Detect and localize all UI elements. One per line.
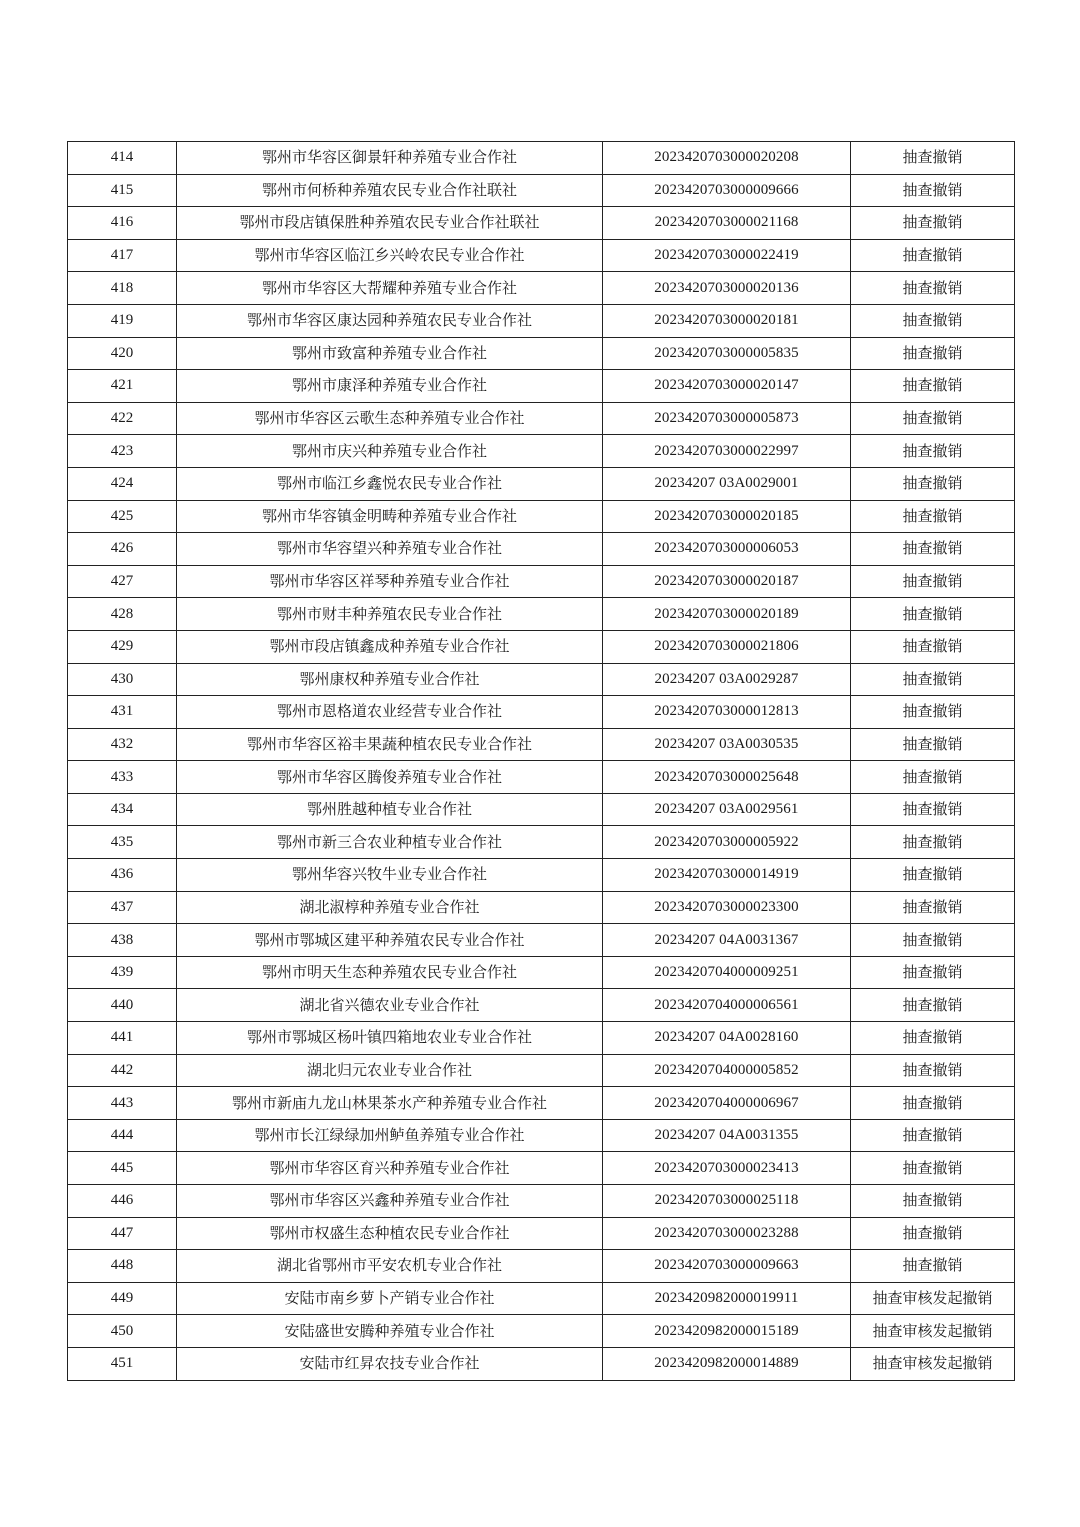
table-row xyxy=(68,1217,1015,1250)
status-cell: 抽查撤销 xyxy=(851,435,1015,468)
cooperative-name: 鄂州胜越种植专业合作社 xyxy=(177,793,603,826)
row-number: 440 xyxy=(68,989,177,1022)
table-row xyxy=(68,142,1015,175)
cooperative-name: 鄂州市明天生态种养殖农民专业合作社 xyxy=(177,956,603,989)
status-cell: 抽查撤销 xyxy=(851,1022,1015,1055)
registration-code: 2023420703000020189 xyxy=(603,598,851,631)
registration-code: 2023420703000020136 xyxy=(603,272,851,305)
status-cell: 抽查撤销 xyxy=(851,304,1015,337)
row-number: 429 xyxy=(68,630,177,663)
table-row xyxy=(68,630,1015,663)
row-number: 431 xyxy=(68,696,177,729)
table-row xyxy=(68,1347,1015,1380)
row-number: 448 xyxy=(68,1250,177,1283)
row-number: 424 xyxy=(68,467,177,500)
status-cell: 抽查撤销 xyxy=(851,761,1015,794)
status-cell: 抽查撤销 xyxy=(851,826,1015,859)
row-number: 425 xyxy=(68,500,177,533)
cooperative-name: 鄂州市财丰种养殖农民专业合作社 xyxy=(177,598,603,631)
status-cell: 抽查撤销 xyxy=(851,174,1015,207)
status-cell: 抽查审核发起撤销 xyxy=(851,1347,1015,1380)
cooperative-name: 鄂州市鄂城区建平种养殖农民专业合作社 xyxy=(177,924,603,957)
cooperative-name: 湖北归元农业专业合作社 xyxy=(177,1054,603,1087)
cooperative-name: 安陆市南乡萝卜产销专业合作社 xyxy=(177,1282,603,1315)
cooperative-name: 鄂州市段店镇鑫成种养殖专业合作社 xyxy=(177,630,603,663)
table-row xyxy=(68,435,1015,468)
status-cell: 抽查撤销 xyxy=(851,500,1015,533)
status-cell: 抽查撤销 xyxy=(851,467,1015,500)
registration-code: 20234207 03A0029561 xyxy=(603,793,851,826)
table-row xyxy=(68,207,1015,240)
table-row xyxy=(68,565,1015,598)
table-row xyxy=(68,598,1015,631)
status-cell: 抽查撤销 xyxy=(851,402,1015,435)
status-cell: 抽查撤销 xyxy=(851,142,1015,175)
status-cell: 抽查撤销 xyxy=(851,696,1015,729)
row-number: 446 xyxy=(68,1185,177,1218)
cooperative-name: 鄂州市华容区裕丰果蔬种植农民专业合作社 xyxy=(177,728,603,761)
registration-code: 2023420703000006053 xyxy=(603,533,851,566)
registration-code: 2023420703000023413 xyxy=(603,1152,851,1185)
cooperative-name: 鄂州市华容镇金明畴种养殖专业合作社 xyxy=(177,500,603,533)
table-row xyxy=(68,663,1015,696)
registration-code: 2023420703000020147 xyxy=(603,370,851,403)
cooperative-name: 鄂州市恩格道农业经营专业合作社 xyxy=(177,696,603,729)
status-cell: 抽查撤销 xyxy=(851,1185,1015,1218)
registration-code: 20234207 04A0031367 xyxy=(603,924,851,957)
registration-code: 2023420703000009666 xyxy=(603,174,851,207)
registration-code: 2023420703000005873 xyxy=(603,402,851,435)
table-row xyxy=(68,467,1015,500)
row-number: 443 xyxy=(68,1087,177,1120)
cooperative-name: 鄂州市权盛生态种植农民专业合作社 xyxy=(177,1217,603,1250)
row-number: 434 xyxy=(68,793,177,826)
table-row xyxy=(68,533,1015,566)
cooperative-name: 鄂州市华容区祥琴种养殖专业合作社 xyxy=(177,565,603,598)
registration-code: 2023420703000022419 xyxy=(603,239,851,272)
table-row xyxy=(68,1152,1015,1185)
cooperative-name: 鄂州市华容区腾俊养殖专业合作社 xyxy=(177,761,603,794)
row-number: 422 xyxy=(68,402,177,435)
registration-code: 2023420703000020208 xyxy=(603,142,851,175)
row-number: 420 xyxy=(68,337,177,370)
cooperative-name: 鄂州市致富种养殖专业合作社 xyxy=(177,337,603,370)
status-cell: 抽查撤销 xyxy=(851,337,1015,370)
table-row xyxy=(68,304,1015,337)
status-cell: 抽查撤销 xyxy=(851,207,1015,240)
row-number: 415 xyxy=(68,174,177,207)
row-number: 426 xyxy=(68,533,177,566)
cooperative-name: 鄂州市鄂城区杨叶镇四箱地农业专业合作社 xyxy=(177,1022,603,1055)
status-cell: 抽查撤销 xyxy=(851,630,1015,663)
row-number: 418 xyxy=(68,272,177,305)
table-row xyxy=(68,859,1015,892)
cooperative-name: 鄂州市华容区云歌生态种养殖专业合作社 xyxy=(177,402,603,435)
table-row xyxy=(68,500,1015,533)
registration-code: 2023420703000025118 xyxy=(603,1185,851,1218)
cooperative-name: 鄂州市华容区康达园种养殖农民专业合作社 xyxy=(177,304,603,337)
cooperative-name: 安陆市红昇农技专业合作社 xyxy=(177,1347,603,1380)
row-number: 427 xyxy=(68,565,177,598)
row-number: 428 xyxy=(68,598,177,631)
cooperative-name: 湖北省兴德农业专业合作社 xyxy=(177,989,603,1022)
table-body xyxy=(68,142,1015,1381)
table-row xyxy=(68,1250,1015,1283)
cooperative-name: 鄂州市华容区大帮耀种养殖专业合作社 xyxy=(177,272,603,305)
row-number: 430 xyxy=(68,663,177,696)
registration-code: 2023420703000022997 xyxy=(603,435,851,468)
registration-code: 2023420703000009663 xyxy=(603,1250,851,1283)
cooperative-name: 鄂州市华容区育兴种养殖专业合作社 xyxy=(177,1152,603,1185)
status-cell: 抽查撤销 xyxy=(851,1152,1015,1185)
row-number: 439 xyxy=(68,956,177,989)
table-row xyxy=(68,728,1015,761)
registration-code: 2023420703000020185 xyxy=(603,500,851,533)
row-number: 421 xyxy=(68,370,177,403)
registration-code: 2023420703000020181 xyxy=(603,304,851,337)
status-cell: 抽查撤销 xyxy=(851,533,1015,566)
registration-code: 2023420703000021806 xyxy=(603,630,851,663)
table-row xyxy=(68,239,1015,272)
cooperative-name: 鄂州市华容区御景轩种养殖专业合作社 xyxy=(177,142,603,175)
registration-code: 2023420703000023300 xyxy=(603,891,851,924)
status-cell: 抽查撤销 xyxy=(851,989,1015,1022)
status-cell: 抽查撤销 xyxy=(851,728,1015,761)
registration-code: 2023420704000009251 xyxy=(603,956,851,989)
cooperative-name: 鄂州市临江乡鑫悦农民专业合作社 xyxy=(177,467,603,500)
cooperative-name: 鄂州市长江绿绿加州鲈鱼养殖专业合作社 xyxy=(177,1119,603,1152)
table-row xyxy=(68,956,1015,989)
registration-code: 2023420703000005922 xyxy=(603,826,851,859)
table-row xyxy=(68,826,1015,859)
table-row xyxy=(68,337,1015,370)
row-number: 441 xyxy=(68,1022,177,1055)
cooperative-name: 鄂州华容兴牧牛业专业合作社 xyxy=(177,859,603,892)
registration-code: 20234207 03A0029001 xyxy=(603,467,851,500)
status-cell: 抽查撤销 xyxy=(851,924,1015,957)
row-number: 432 xyxy=(68,728,177,761)
table-row xyxy=(68,891,1015,924)
table-row xyxy=(68,1087,1015,1120)
status-cell: 抽查撤销 xyxy=(851,663,1015,696)
registration-code: 20234207 03A0029287 xyxy=(603,663,851,696)
table-row xyxy=(68,1185,1015,1218)
table-row xyxy=(68,1022,1015,1055)
row-number: 417 xyxy=(68,239,177,272)
row-number: 447 xyxy=(68,1217,177,1250)
status-cell: 抽查撤销 xyxy=(851,1087,1015,1120)
registration-code: 2023420703000023288 xyxy=(603,1217,851,1250)
table-row xyxy=(68,989,1015,1022)
registration-code: 20234207 04A0031355 xyxy=(603,1119,851,1152)
row-number: 451 xyxy=(68,1347,177,1380)
row-number: 435 xyxy=(68,826,177,859)
row-number: 444 xyxy=(68,1119,177,1152)
cooperative-name: 湖北淑椁种养殖专业合作社 xyxy=(177,891,603,924)
status-cell: 抽查撤销 xyxy=(851,1217,1015,1250)
table-row xyxy=(68,761,1015,794)
status-cell: 抽查撤销 xyxy=(851,859,1015,892)
status-cell: 抽查撤销 xyxy=(851,1119,1015,1152)
cooperative-name: 安陆盛世安腾种养殖专业合作社 xyxy=(177,1315,603,1348)
row-number: 438 xyxy=(68,924,177,957)
cooperative-name: 鄂州市新庙九龙山林果茶水产种养殖专业合作社 xyxy=(177,1087,603,1120)
registration-code: 2023420982000015189 xyxy=(603,1315,851,1348)
status-cell: 抽查审核发起撤销 xyxy=(851,1315,1015,1348)
registration-code: 2023420982000019911 xyxy=(603,1282,851,1315)
table-row xyxy=(68,696,1015,729)
status-cell: 抽查撤销 xyxy=(851,1250,1015,1283)
status-cell: 抽查撤销 xyxy=(851,793,1015,826)
table-row xyxy=(68,402,1015,435)
cooperative-name: 鄂州市庆兴种养殖专业合作社 xyxy=(177,435,603,468)
status-cell: 抽查撤销 xyxy=(851,565,1015,598)
table-row xyxy=(68,272,1015,305)
row-number: 416 xyxy=(68,207,177,240)
registration-code: 2023420704000005852 xyxy=(603,1054,851,1087)
registration-code: 2023420704000006561 xyxy=(603,989,851,1022)
row-number: 423 xyxy=(68,435,177,468)
cooperative-name: 鄂州康权种养殖专业合作社 xyxy=(177,663,603,696)
cooperative-name: 鄂州市华容区兴鑫种养殖专业合作社 xyxy=(177,1185,603,1218)
table-row xyxy=(68,1315,1015,1348)
row-number: 450 xyxy=(68,1315,177,1348)
registration-code: 20234207 03A0030535 xyxy=(603,728,851,761)
registration-code: 2023420704000006967 xyxy=(603,1087,851,1120)
row-number: 433 xyxy=(68,761,177,794)
status-cell: 抽查撤销 xyxy=(851,1054,1015,1087)
table-row xyxy=(68,1054,1015,1087)
status-cell: 抽查撤销 xyxy=(851,370,1015,403)
cooperative-name: 鄂州市新三合农业种植专业合作社 xyxy=(177,826,603,859)
registration-code: 2023420703000014919 xyxy=(603,859,851,892)
registration-code: 2023420703000020187 xyxy=(603,565,851,598)
cooperative-name: 鄂州市康泽种养殖专业合作社 xyxy=(177,370,603,403)
registration-code: 2023420703000005835 xyxy=(603,337,851,370)
status-cell: 抽查撤销 xyxy=(851,598,1015,631)
status-cell: 抽查撤销 xyxy=(851,891,1015,924)
table-row xyxy=(68,924,1015,957)
table-row xyxy=(68,370,1015,403)
cooperative-name: 鄂州市华容望兴种养殖专业合作社 xyxy=(177,533,603,566)
status-cell: 抽查撤销 xyxy=(851,239,1015,272)
table-row xyxy=(68,1119,1015,1152)
status-cell: 抽查撤销 xyxy=(851,272,1015,305)
table-row xyxy=(68,1282,1015,1315)
registration-code: 2023420703000025648 xyxy=(603,761,851,794)
row-number: 437 xyxy=(68,891,177,924)
status-cell: 抽查审核发起撤销 xyxy=(851,1282,1015,1315)
cooperative-name: 湖北省鄂州市平安农机专业合作社 xyxy=(177,1250,603,1283)
row-number: 436 xyxy=(68,859,177,892)
row-number: 445 xyxy=(68,1152,177,1185)
cooperative-name: 鄂州市何桥种养殖农民专业合作社联社 xyxy=(177,174,603,207)
table-row xyxy=(68,793,1015,826)
cooperative-name: 鄂州市段店镇保胜种养殖农民专业合作社联社 xyxy=(177,207,603,240)
cooperative-name: 鄂州市华容区临江乡兴岭农民专业合作社 xyxy=(177,239,603,272)
status-cell: 抽查撤销 xyxy=(851,956,1015,989)
row-number: 449 xyxy=(68,1282,177,1315)
table-row xyxy=(68,174,1015,207)
registration-code: 2023420703000021168 xyxy=(603,207,851,240)
registration-code: 20234207 04A0028160 xyxy=(603,1022,851,1055)
row-number: 414 xyxy=(68,142,177,175)
row-number: 419 xyxy=(68,304,177,337)
registration-code: 2023420982000014889 xyxy=(603,1347,851,1380)
cooperatives-table xyxy=(67,141,1015,1381)
row-number: 442 xyxy=(68,1054,177,1087)
registration-code: 2023420703000012813 xyxy=(603,696,851,729)
